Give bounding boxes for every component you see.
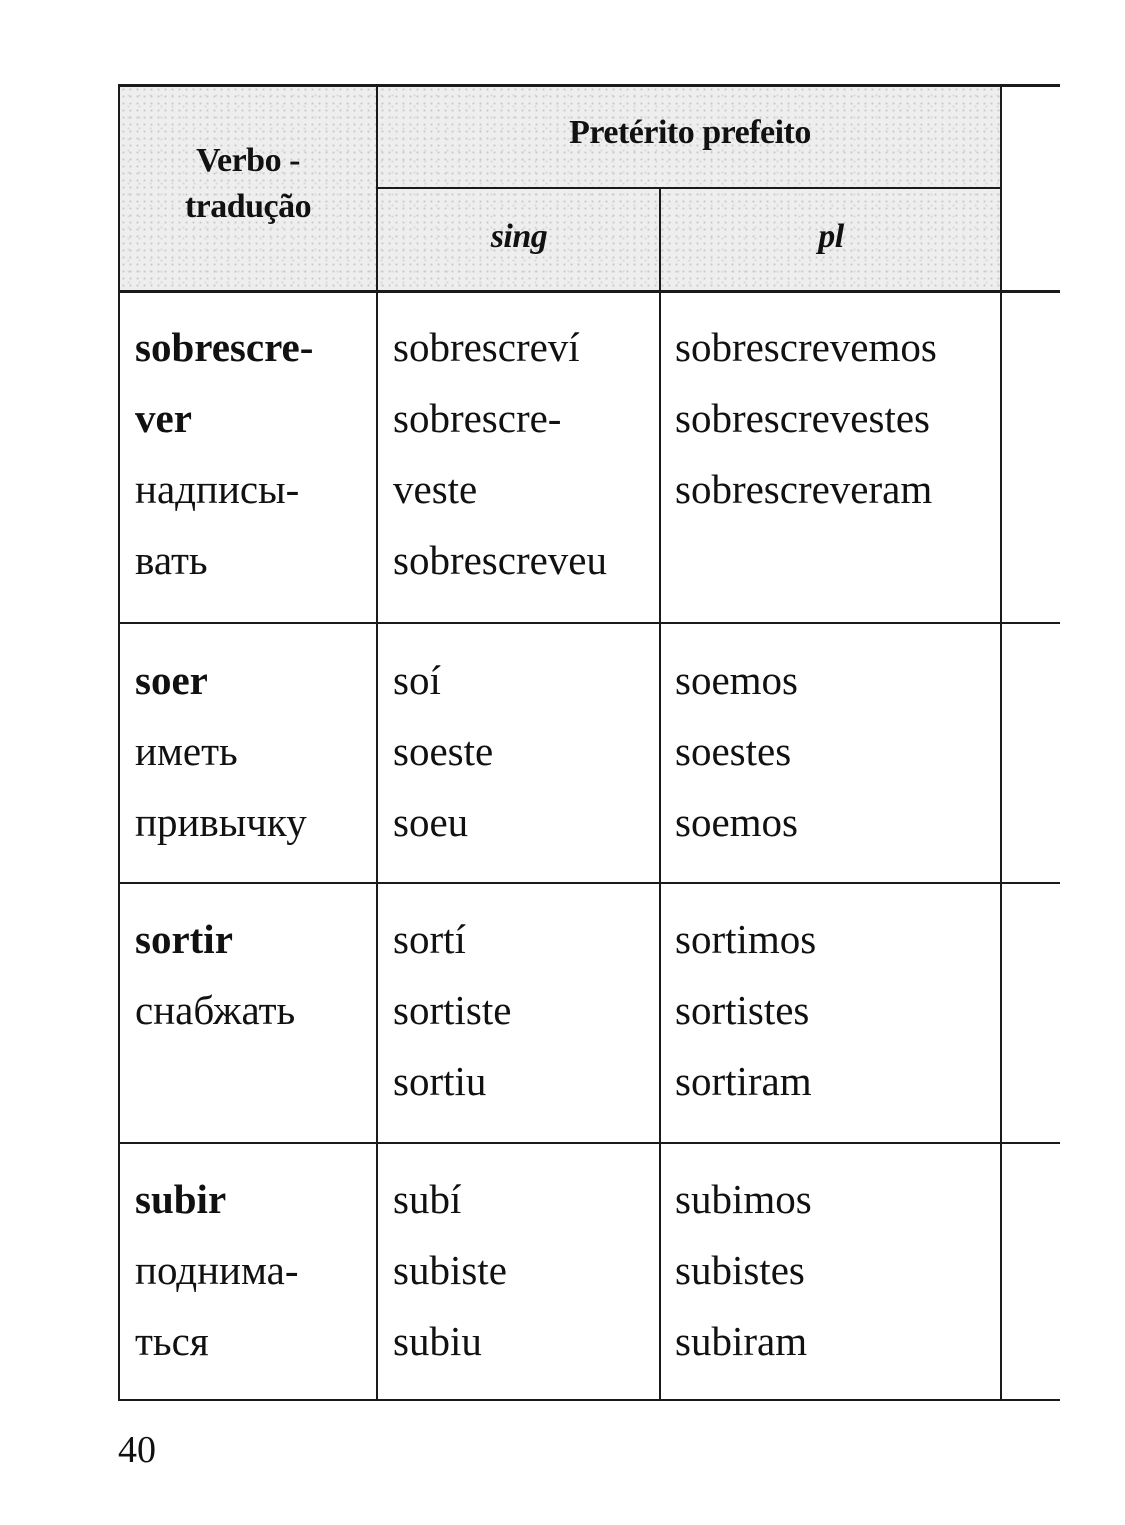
row-1-sing-cell (393, 312, 607, 596)
translation: поднима- (135, 1247, 299, 1293)
table-rule (118, 1142, 1060, 1144)
row-2-pl-cell (675, 645, 798, 858)
header-verb-line-1: Verbo - (196, 142, 300, 179)
row-4-pl-cell (675, 1164, 812, 1377)
header-pl: pl (818, 218, 844, 255)
conjugation: subimos (675, 1176, 812, 1222)
verb: ver (135, 395, 192, 441)
header-sing: sing (490, 218, 548, 255)
conjugation: sortiu (393, 1058, 487, 1104)
conjugation: sortiram (675, 1058, 812, 1104)
translation: снабжать (135, 987, 296, 1033)
translation: привычку (135, 799, 307, 845)
conjugation: soemos (675, 799, 798, 845)
conjugation: soeu (393, 799, 469, 845)
header-tense: Pretérito prefeito (569, 114, 811, 151)
conjugation: sobrescrevemos (675, 324, 937, 370)
row-4-verb-cell (135, 1164, 299, 1377)
header-verb-translation (120, 138, 376, 230)
row-3-sing-cell (393, 904, 511, 1117)
conjugation: subí (393, 1176, 462, 1222)
conjugation: soeste (393, 728, 494, 774)
conjugation: sobrescreveu (393, 537, 608, 583)
conjugation: subiu (393, 1318, 482, 1364)
row-1-pl-cell (675, 312, 937, 525)
conjugation: sortiste (393, 987, 512, 1033)
row-3-pl-cell (675, 904, 816, 1117)
verb: soer (135, 657, 208, 703)
conjugation: soestes (675, 728, 792, 774)
conjugation: sobrescre- (393, 395, 562, 441)
page-number: 40 (118, 1429, 156, 1471)
translation: ться (135, 1318, 209, 1364)
conjugation: soemos (675, 657, 798, 703)
conjugation: sobrescreveram (675, 466, 933, 512)
translation: надписы- (135, 466, 300, 512)
verb: sobrescre- (135, 324, 314, 370)
row-3-verb-cell (135, 904, 295, 1046)
table-rule (118, 1399, 1060, 1401)
translation: вать (135, 537, 208, 583)
verb: sortir (135, 916, 233, 962)
row-1-verb-cell (135, 312, 313, 596)
conjugation: subiram (675, 1318, 808, 1364)
conjugation: veste (393, 466, 478, 512)
row-2-verb-cell (135, 645, 307, 858)
conjugation: subiste (393, 1247, 507, 1293)
row-4-sing-cell (393, 1164, 507, 1377)
table-rule (659, 187, 661, 1401)
conjugation: sobrescreví (393, 324, 580, 370)
conjugation: sortí (393, 916, 466, 962)
verb: subir (135, 1176, 227, 1222)
conjugation: sortistes (675, 987, 810, 1033)
translation: иметь (135, 728, 238, 774)
conjugation: sobrescrevestes (675, 395, 931, 441)
conjugation: soí (393, 657, 441, 703)
table-rule (118, 622, 1060, 624)
row-2-sing-cell (393, 645, 493, 858)
conjugation: sortimos (675, 916, 817, 962)
conjugation: subistes (675, 1247, 805, 1293)
header-verb-line-2: tradução (184, 188, 312, 225)
table-rule (118, 882, 1060, 884)
